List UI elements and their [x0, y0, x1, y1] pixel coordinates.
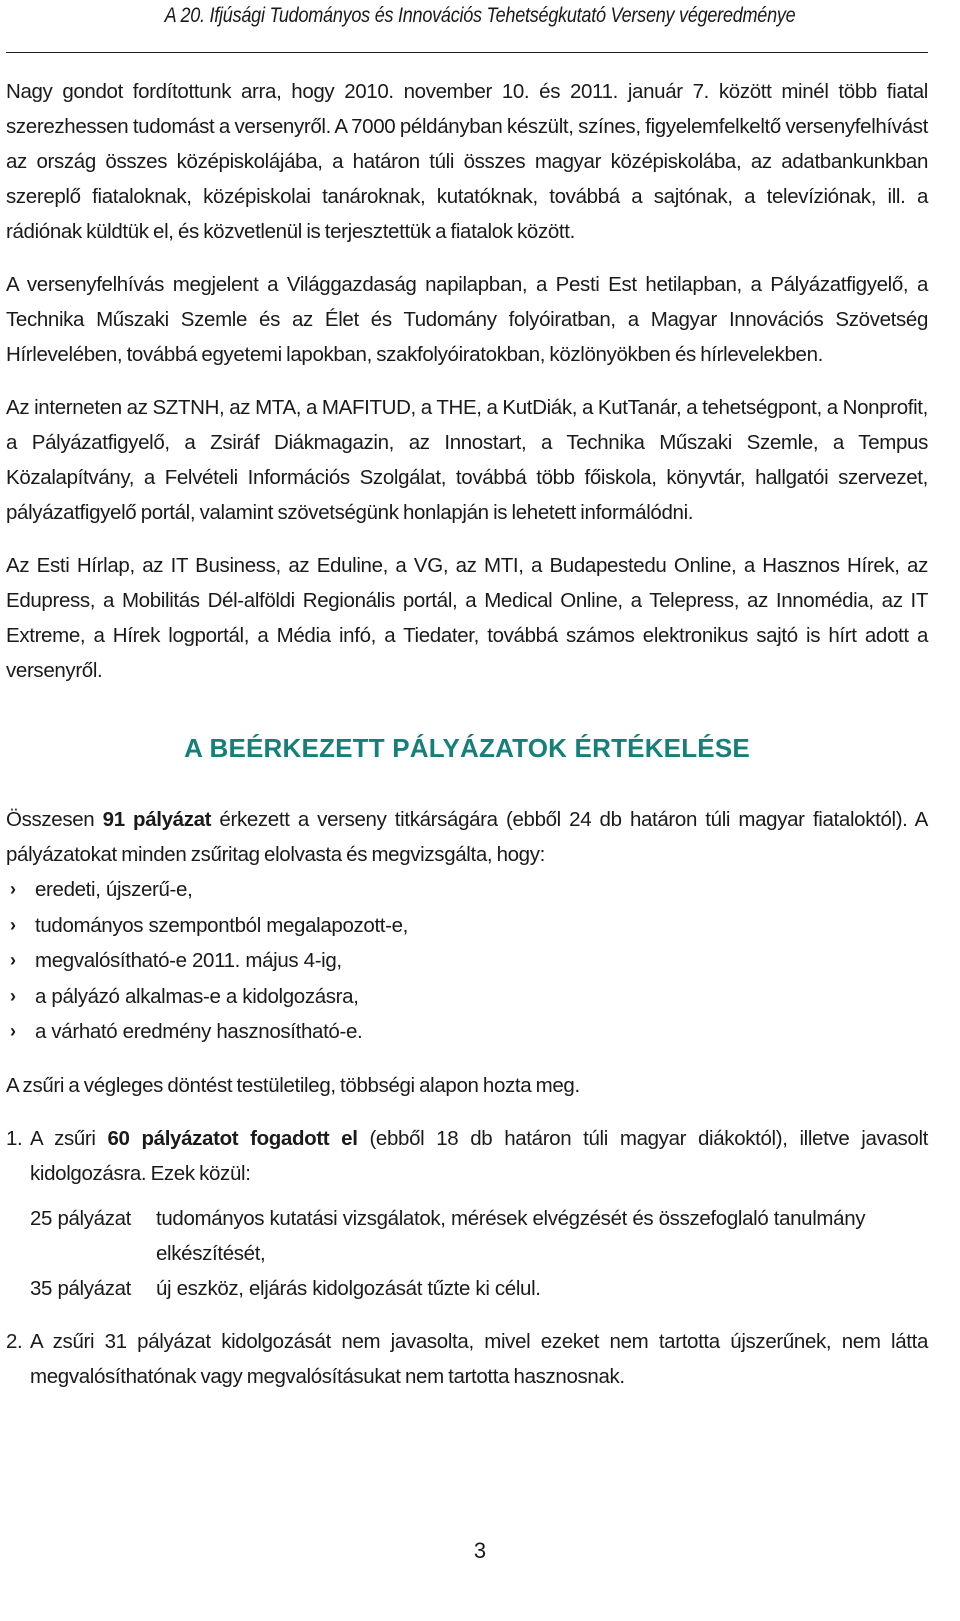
- count-cell: 25 pályázat: [30, 1206, 132, 1230]
- list-item: [6, 943, 928, 979]
- chevron-right-icon: ›: [10, 985, 16, 1006]
- list-item-text: a pályázó alkalmas-e a kidolgozásra,: [35, 984, 359, 1008]
- chevron-right-icon: ›: [10, 914, 16, 935]
- item-text-before: A zsűri: [30, 1126, 108, 1150]
- count-cell: 35 pályázat: [30, 1276, 132, 1300]
- item-number: 2.: [6, 1329, 23, 1353]
- summary-text-before: Összesen: [6, 808, 103, 831]
- paragraph-promotion: Nagy gondot fordítottunk arra, hogy 2010. november 10. és 2011. január 7. között minél több fiatal szerezhessen tudomást a versenyről. A 7000 példányban készült, színes, figyelemfelkeltő versenyfelhívást az ország összes középiskolájába, a határon túli összes magyar középiskolába, az adatbankunkban szereplő fiataloknak, középiskolai tanároknak, kutatóknak, továbbá a sajtónak, a televíziónak, ill. a rádiónak küldtük el, és közvetlenül is terjesztettük a fiatalok között.: [6, 80, 928, 243]
- item-number: 1.: [6, 1126, 23, 1150]
- header-divider: [6, 52, 928, 53]
- numbered-item-accepted: [6, 1121, 928, 1191]
- chevron-right-icon: ›: [10, 879, 16, 899]
- paragraph-electronic-press: Az Esti Hírlap, az IT Business, az Eduline, a VG, az MTI, a Budapestedu Online, a Hasznos Hírek, az Edupress, a Mobilitás Dél-alföldi Regionális portál, a Medical Online, a Telepress, az Innomédia, az IT Extreme, a Hírek logportál, a Média infó, a Tiedater, továbbá számos elektronikus sajtó is hírt adott a versenyről.: [6, 554, 928, 682]
- list-item-text: eredeti, újszerű-e,: [35, 878, 193, 901]
- item-bold: 60 pályázatot fogadott el: [107, 1126, 358, 1150]
- chevron-right-icon: ›: [10, 1021, 16, 1041]
- section-heading: A BEÉRKEZETT PÁLYÁZATOK ÉRTÉKELÉSE: [184, 733, 750, 763]
- list-item: [6, 872, 928, 908]
- table-row: [30, 1271, 928, 1306]
- description-cell: tudományos kutatási vizsgálatok, mérések elvégzését és összefoglaló tanulmány elkészítését,: [156, 1206, 866, 1265]
- list-item: [6, 908, 928, 944]
- list-item-text: a várható eredmény hasznosítható-e.: [35, 1020, 363, 1043]
- summary-bold: 91 pályázat: [102, 808, 212, 831]
- numbered-item-rejected: [6, 1324, 928, 1394]
- page-body: [6, 74, 928, 1394]
- description-cell: új eszköz, eljárás kidolgozását tűzte ki célul.: [156, 1276, 541, 1300]
- paragraph-internet: Az interneten az SZTNH, az MTA, a MAFITUD, a THE, a KutDiák, a KutTanár, a tehetségpont, a Nonprofit, a Pályázatfigyelő, a Zsiráf Diákmagazin, az Innostart, a Technika Műszaki Szemle, a Tempus Közalapítvány, a Felvételi Információs Szolgálat, továbbá több főiskola, könyvtár, hallgatói szervezet, pályázatfigyelő portál, valamint szövetségünk honlapján is lehetett informálódni.: [6, 396, 928, 524]
- item-text-after: (ebből 18 db határon túli magyar diákoktól), illetve javasolt kidolgozásra. Ezek közül:: [30, 1126, 929, 1185]
- list-item-text: megvalósítható-e 2011. május 4-ig,: [35, 949, 342, 972]
- list-item-text: tudományos szempontból megalapozott-e,: [35, 913, 409, 937]
- summary-text-after: érkezett a verseny titkárságára (ebből 24 db határon túli magyar fiataloktól). A pályázatokat minden zsűritag elolvasta és megvizsgálta, hogy:: [6, 808, 928, 866]
- paragraph-print-media: A versenyfelhívás megjelent a Világgazdaság napilapban, a Pesti Est hetilapban, a Pályázatfigyelő, a Technika Műszaki Szemle és az Élet és Tudomány folyóiratban, a Magyar Innovációs Szövetség Hírlevelében, továbbá egyetemi lapokban, szakfolyóiratokban, közlönyökben és hírlevelekben.: [6, 273, 928, 366]
- list-item: [6, 979, 928, 1015]
- table-row: [30, 1201, 928, 1271]
- page-number: 3: [473, 1538, 487, 1563]
- chevron-right-icon: ›: [10, 950, 16, 970]
- paragraph-decision: A zsűri a végleges döntést testületileg, többségi alapon hozta meg.: [6, 1073, 580, 1097]
- list-item: [6, 1014, 928, 1050]
- accepted-breakdown: [30, 1201, 928, 1306]
- criteria-list: [6, 872, 928, 1050]
- running-header: A 20. Ifjúsági Tudományos és Innovációs Tehetségkutató Verseny végeredménye: [164, 4, 796, 27]
- paragraph-summary: [6, 802, 928, 872]
- item-text: A zsűri 31 pályázat kidolgozását nem javasolta, mivel ezeket nem tartotta újszerűnek, nem látta megvalósíthatónak vagy megvalósításukat nem tartotta hasznosnak.: [30, 1329, 928, 1388]
